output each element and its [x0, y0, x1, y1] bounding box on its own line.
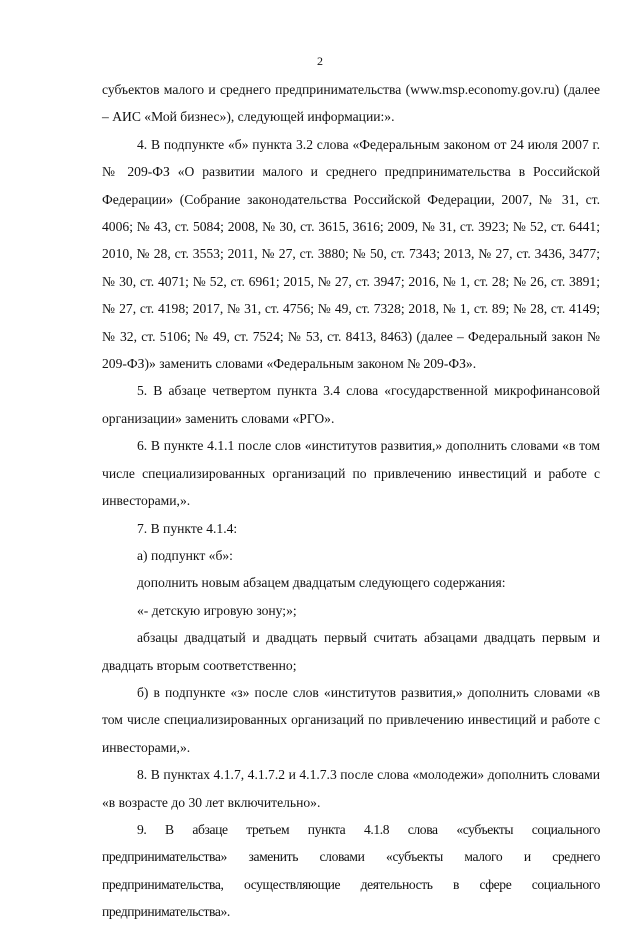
paragraph-subitem-b: б) в подпункте «з» после слов «институтов развития,» дополнить словами «в том числе специализированных организаций по привлечению инвестиций и работе с инвесторами,». [102, 684, 600, 755]
paragraph-subitem-a: а) подпункт «б»: [137, 547, 233, 563]
paragraph-item-7: 7. В пункте 4.1.4: [137, 520, 238, 536]
paragraph-add-abzac: дополнить новым абзацем двадцатым следующего содержания: [137, 575, 506, 591]
paragraph-item-4: 4. В подпункте «б» пункта 3.2 слова «Федеральным законом от 24 июля 2007 г. № 209-ФЗ «О развитии малого и среднего предпринимательства в Российской Федерации» (Собрание законодательства Российской Федерации, 2007, № 31, ст. 4006; № 43, ст. 5084; 2008, № 30, ст. 3615, 3616; 2009, № 31, ст. 3923; № 52, ст. 6441; 2010, № 28, ст. 3553; 2011, № 27, ст. 3880; № 50, ст. 7343; 2013, № 27, ст. 3436, 3477; № 30, ст. 4071; № 52, ст. 6961; 2015, № 27, ст. 3947; 2016, № 1, ст. 28; № 26, ст. 3891; № 27, ст. 4198; 2017, № 31, ст. 4756; № 49, ст. 7328; 2018, № 1, ст. 89; № 28, ст. 4149; № 32, ст. 5106; № 49, ст. 7524; № 53, ст. 8413, 8463) (далее – Федеральный закон № 209-ФЗ)» заменить словами «Федеральным законом № 209-ФЗ». [102, 136, 600, 372]
paragraph-item-5: 5. В абзаце четвертом пункта 3.4 слова «государственной микрофинансовой организации» заменить словами «РГО». [102, 383, 600, 426]
paragraph-renumber: абзацы двадцатый и двадцать первый считать абзацами двадцать первым и двадцать вторым соответственно; [102, 630, 600, 673]
document-body [102, 76, 600, 926]
paragraph-item-9: 9. В абзаце третьем пункта 4.1.8 слова «субъекты социального предпринимательства» заменить словами «субъекты малого и среднего предпринимательства, осуществляющие деятельность в сфере социального предпринимательства». [102, 821, 600, 920]
page-number: 2 [317, 54, 323, 68]
paragraph-item-6: 6. В пункте 4.1.1 после слов «институтов развития,» дополнить словами «в том числе специализированных организаций по привлечению инвестиций и работе с инвесторами,». [102, 438, 600, 509]
paragraph-quote-zone: «- детскую игровую зону;»; [137, 602, 297, 618]
paragraph-continuation: субъектов малого и среднего предпринимательства (www.msp.economy.gov.ru) (далее – АИС «Мой бизнес»), следующей информации:». [102, 82, 600, 125]
paragraph-item-8: 8. В пунктах 4.1.7, 4.1.7.2 и 4.1.7.3 после слова «молодежи» дополнить словами «в возрасте до 30 лет включительно». [102, 767, 600, 810]
